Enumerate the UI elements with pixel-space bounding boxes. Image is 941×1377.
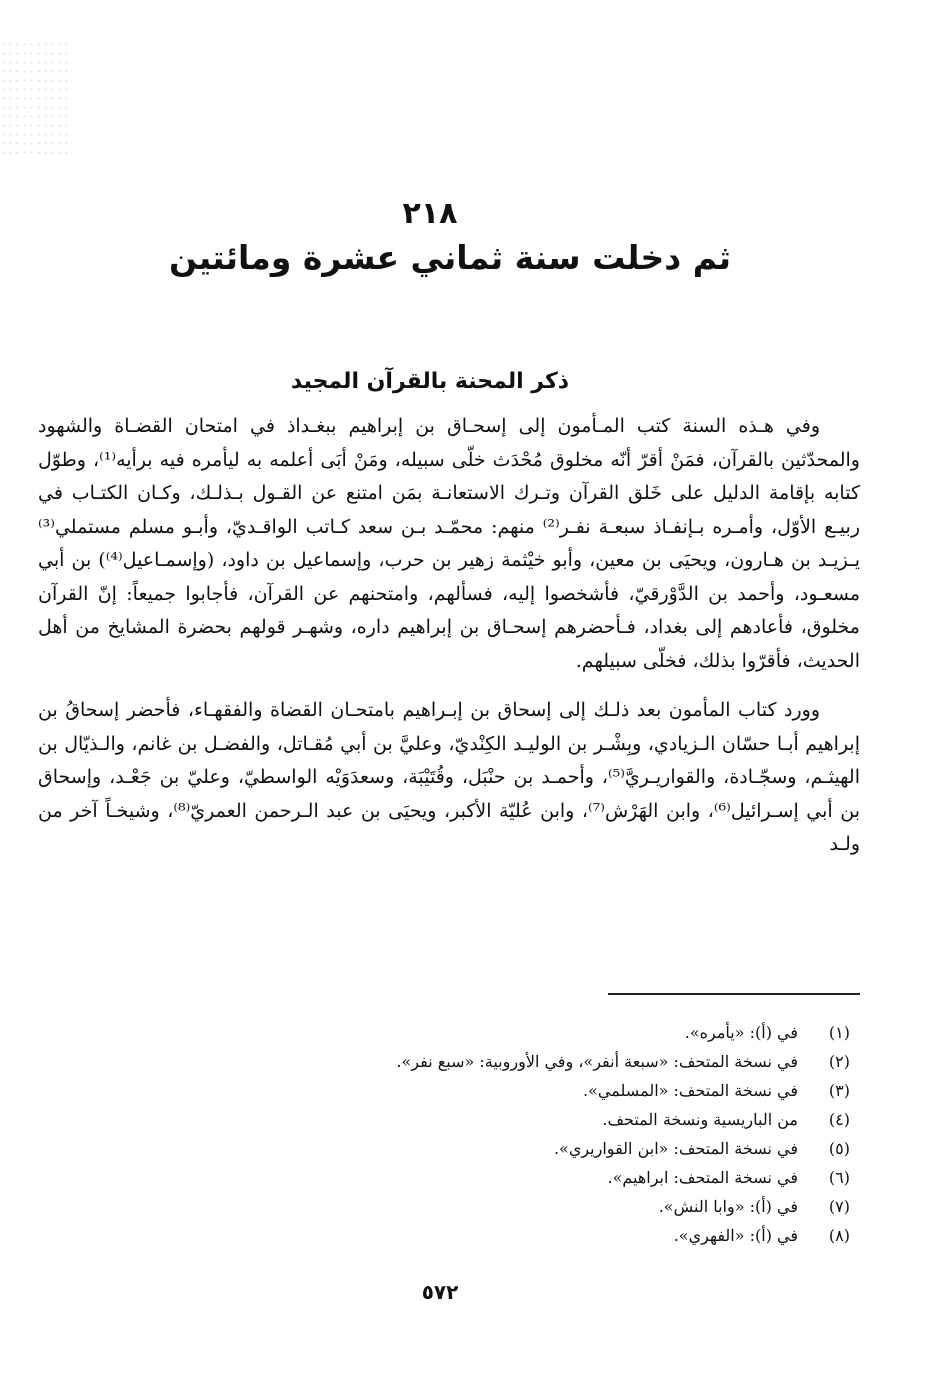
page-number: ٥٧٢ [421,1280,459,1304]
scan-noise-texture [0,40,70,160]
footnote-number: (٨) [828,1226,850,1245]
footnote-item [200,1023,850,1052]
body-text [38,410,860,878]
footnote-number: (٣) [828,1081,850,1100]
section-title: ذكر المحنة بالقرآن المجيد [290,369,570,394]
body-paragraph: وورد كتاب المأمون بعد ذلـك إلى إسحاق بن إبـراهيم بامتحـان القضاة والفقهـاء، فأحضر إسحاقُ بن إبراهيم أبـا حسّان الـزيادي، وبِشْـر بن الوليـد الكِنْديّ، وعليَّ بن أبي مُقـاتل، والفضـل بن غانم، والـذيّال بن الهيثـم، وسجّـادة، والقواريـريَّ⁽⁵⁾، وأحمـد بن حنْبَل، وقُتَيْبَة، وسعدَوَيْه الواسطيّ، وعليّ بن جَعْـد، وإسحاق بن أبي إسـرائيل⁽⁶⁾، وابن الهَرْش⁽⁷⁾، وابن عُليّة الأكبر، ويحيَى بن عبد الـرحمن العمريّ⁽⁸⁾، وشيخـاً آخر من ولـد [38,699,861,855]
footnote-number: (٢) [828,1052,850,1071]
footnote-text: في نسخة المتحف: «المسلمي». [583,1081,798,1100]
footnotes-list [200,1023,850,1255]
footnote-number: (٥) [828,1139,850,1158]
footnote-text: في (أ): «يأمره». [684,1023,798,1042]
footnote-text: من الباريسية ونسخة المتحف. [602,1110,798,1129]
footnote-item [200,1139,850,1168]
footnote-number: (٧) [828,1197,850,1216]
footnote-item [200,1197,850,1226]
footnote-item [200,1226,850,1255]
chapter-title: ثم دخلت سنة ثماني عشرة ومائتين [169,238,731,277]
footnote-item [200,1052,850,1081]
footnote-number: (٦) [828,1168,850,1187]
footnote-item [200,1168,850,1197]
footnote-item [200,1081,850,1110]
footnote-text: في نسخة المتحف: ابراهيم». [607,1168,798,1187]
footnote-number: (٤) [828,1110,850,1129]
footnote-text: في (أ): «الفهري». [673,1226,798,1245]
chapter-number: ٢١٨ [402,196,458,231]
footnote-item [200,1110,850,1139]
footnote-text: في نسخة المتحف: «ابن القواريري». [553,1139,798,1158]
footnote-separator [608,993,860,995]
footnote-text: في (أ): «وابا النش». [658,1197,798,1216]
footnote-number: (١) [828,1023,850,1042]
footnote-text: في نسخة المتحف: «سبعة أنفر»، وفي الأوروبية: «سبع نفر». [396,1052,798,1071]
body-paragraph: وفي هـذه السنة كتب المـأمون إلى إسحـاق بن إبراهيم ببغـداذ في امتحان القضـاة والشهود والمحدّثين بالقرآن، فمَنْ أقرّ أنّه مخلوق مُحْدَث خلّى سبيله، ومَنْ أبَى أعلمه به ليأمره فيه برأيه⁽¹⁾، وطوّل كتابه بإقامة الدليل على خَلق القرآن وتـرك الاستعانـة بمَن امتنع عن القـول بـذلـك، وكـان الكتـاب في ربيـع الأوّل، وأمـره بـإنفـاذ سبعـة نفـر⁽²⁾ منهم: محمّـد بـن سعد كـاتب الواقـديّ، وأبـو مسلم مستملي⁽³⁾ يـزيـد بن هـارون، ويحيَى بن معين، وأبو خيْثمة زهير بن حرب، وإسماعيل بن داود، (وإسمـاعيل⁽⁴⁾) بن أبي مسعـود، وأحمد بن الدَّوْرقيّ، فأشخصوا إليه، فسألهم، وامتحنهم عن القرآن، فأجابوا جميعاً: إنّ القرآن مخلوق، فأعادهم إلى بغداد، فـأحضرهم إسحـاق بن إبراهيم داره، وشهـر قولهم بحضرة المشايخ من أهل الحديث، فأقرّوا بذلك، فخلّى سبيلهم. [38,415,860,672]
